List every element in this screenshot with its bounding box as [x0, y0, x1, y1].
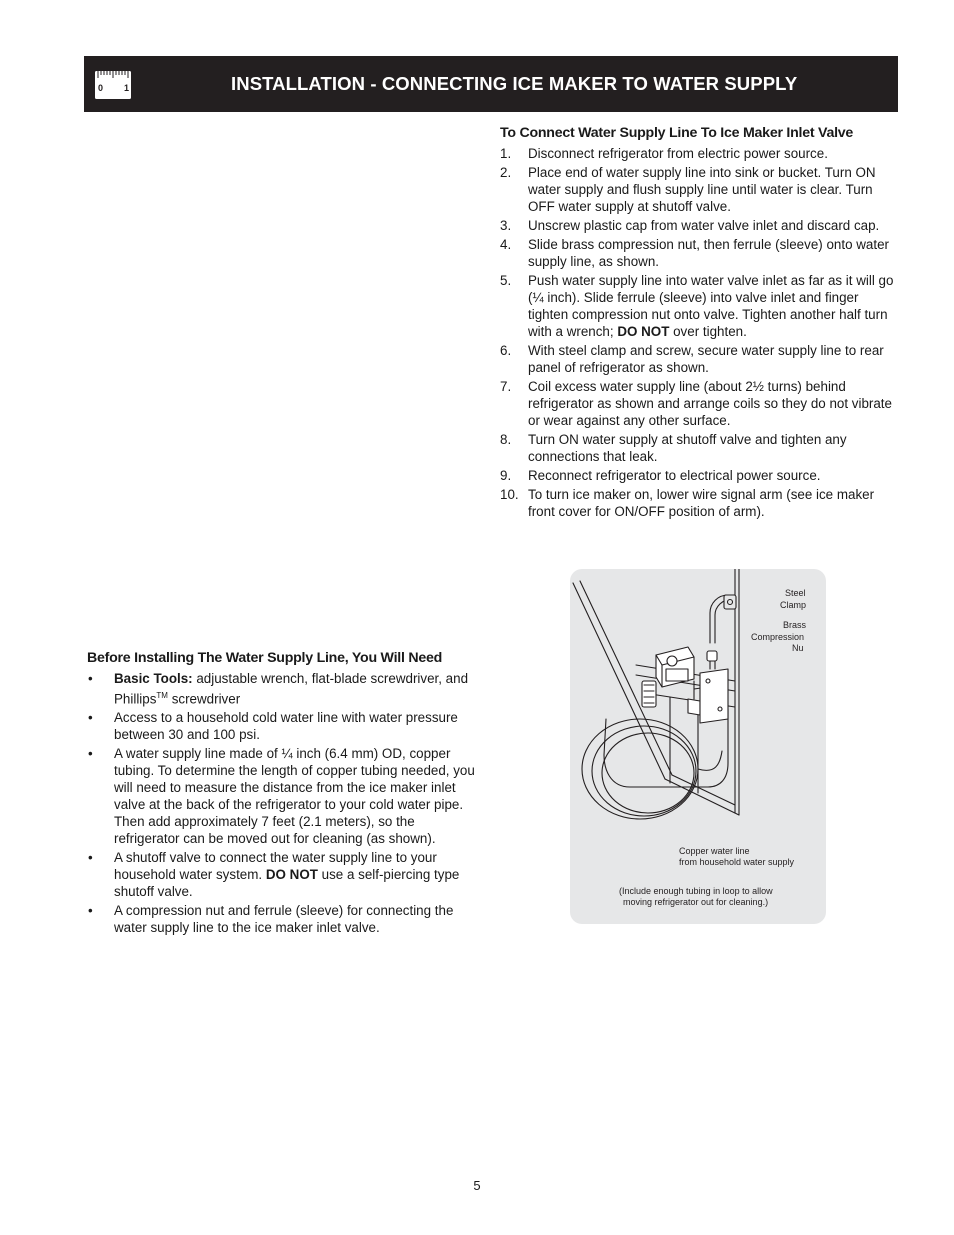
bullet-icon: •	[88, 710, 93, 726]
step-text: To turn ice maker on, lower wire signal arm (see ice maker front cover for ON/OFF position of arm).	[528, 487, 875, 519]
requirement-item	[87, 902, 483, 936]
bullet-icon: •	[88, 903, 93, 919]
trademark-sup: TM	[156, 691, 168, 700]
bullet-icon: •	[88, 671, 93, 686]
step-text: Disconnect refrigerator from electric power source.	[528, 146, 828, 161]
requirement-item	[87, 670, 483, 707]
step-item	[500, 217, 898, 234]
bullet-icon: •	[88, 850, 93, 866]
steel-clamp-label: Clamp	[780, 600, 807, 610]
requirements-heading: Before Installing The Water Supply Line, You Will Need	[87, 650, 443, 666]
step-number: 4.	[500, 237, 512, 252]
page-title: INSTALLATION - CONNECTING ICE MAKER TO WATER SUPPLY	[231, 73, 798, 94]
step-text: With steel clamp and screw, secure water supply line to rear panel of refrigerator as shown.	[528, 343, 884, 375]
copper-line-label: Copper water line	[679, 846, 750, 856]
step-text: Unscrew plastic cap from water valve inlet and discard cap.	[528, 218, 880, 233]
step-item	[500, 272, 898, 340]
requirement-text: Access to a household cold water line with water pressure between 30 and 100 psi.	[114, 710, 458, 743]
brass-nut-label: Brass	[783, 620, 807, 630]
page-number: 5	[473, 1178, 481, 1193]
svg-text:0: 0	[98, 83, 104, 93]
brass-nut-label: Nu	[792, 643, 804, 653]
ruler-icon	[94, 70, 132, 100]
connect-heading: To Connect Water Supply Line To Ice Maker Inlet Valve	[500, 125, 854, 141]
requirement-text: A compression nut and ferrule (sleeve) for connecting the water supply line to the ice maker inlet valve.	[114, 903, 454, 936]
warning-text: DO NOT	[265, 867, 318, 883]
requirement-text: A shutoff valve to connect the water supply line to your household water system.	[114, 850, 437, 883]
step-text: Slide brass compression nut, then ferrule (sleeve) onto water supply line, as shown.	[528, 237, 889, 269]
step-item	[500, 467, 898, 484]
requirements-list	[87, 670, 483, 936]
step-number: 2.	[500, 165, 512, 180]
requirement-tail: use a self-piercing type shutoff valve.	[114, 867, 460, 900]
requirement-lead: Basic Tools:	[114, 671, 193, 686]
step-number: 7.	[500, 379, 512, 394]
requirements-section	[87, 650, 483, 938]
steel-clamp-label: Steel	[785, 588, 806, 598]
installation-diagram	[570, 569, 826, 924]
bullet-icon: •	[88, 746, 93, 762]
step-item	[500, 342, 898, 376]
tubing-note: (Include enough tubing in loop to allow	[619, 886, 773, 896]
step-number: 3.	[500, 218, 512, 233]
brass-nut-label: Compression	[751, 632, 805, 642]
section-header-bar	[84, 56, 898, 112]
requirement-text: A water supply line made of ¼ inch (6.4 mm) OD, copper tubing. To determine the length of copper tubing needed, you will need to measure the distance from the ice maker inlet valve at the back of the refrigerator to your cold water pipe. Then add approximately 7 feet (2.1 meters), so the refrigerator can be moved out for cleaning (as shown).	[114, 746, 475, 847]
copper-line-label: from household water supply	[679, 857, 795, 867]
step-text: Reconnect refrigerator to electrical power source.	[528, 468, 821, 483]
step-number: 1.	[500, 146, 512, 161]
step-number: 6.	[500, 343, 512, 358]
step-number: 5.	[500, 273, 512, 288]
step-item	[500, 486, 898, 520]
step-item	[500, 431, 898, 465]
step-text: Push water supply line into water valve inlet as far as it will go (¼ inch). Slide ferrule (sleeve) into valve inlet and finger tighten compression nut onto valve. Tighten another half turn with a wrench;	[528, 273, 894, 339]
step-item	[500, 378, 898, 429]
step-number: 10.	[500, 487, 519, 502]
requirement-item	[87, 745, 483, 847]
step-item	[500, 145, 898, 162]
warning-text: DO NOT	[617, 324, 670, 339]
requirement-tail: screwdriver	[167, 691, 241, 707]
requirement-text: adjustable wrench, flat-blade screwdriver, and Phillips	[114, 671, 469, 707]
step-text-tail: over tighten.	[669, 324, 747, 339]
step-number: 9.	[500, 468, 512, 483]
step-text: Coil excess water supply line (about 2½ turns) behind refrigerator as shown and arrange coils so they do not vibrate or wear against any other surface.	[528, 379, 892, 428]
svg-text:1: 1	[124, 83, 130, 93]
requirement-item	[87, 849, 483, 900]
steps-list	[500, 145, 898, 520]
step-item	[500, 236, 898, 270]
connect-instructions	[500, 125, 898, 522]
requirement-item	[87, 709, 483, 743]
tubing-note: moving refrigerator out for cleaning.)	[623, 897, 769, 907]
step-text: Place end of water supply line into sink or bucket. Turn ON water supply and flush supply line until water is clear. Turn OFF water supply at shutoff valve.	[528, 165, 876, 214]
step-item	[500, 164, 898, 215]
step-number: 8.	[500, 432, 512, 447]
step-text: Turn ON water supply at shutoff valve and tighten any connections that leak.	[528, 432, 847, 464]
